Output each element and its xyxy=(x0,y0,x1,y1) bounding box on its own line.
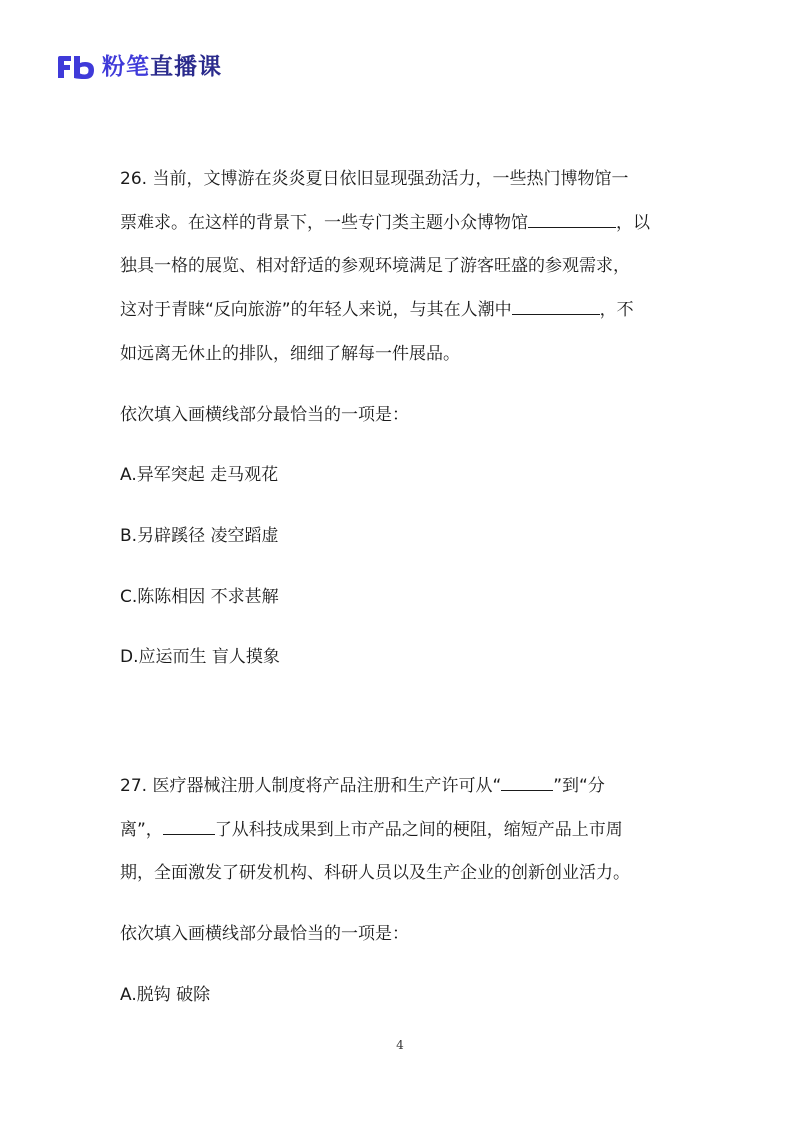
q26-line-1: 26. 当前，文博游在炎炎夏日依旧显现强劲活力，一些热门博物馆一 xyxy=(120,169,629,189)
q27-text-2b: 了从科技成果到上市产品之间的梗阻，缩短产品上市周 xyxy=(214,819,623,840)
q27-option-a: A.脱钩 破除 xyxy=(120,984,211,1005)
q27-prompt: 依次填入画横线部分最恰当的一项是： xyxy=(120,924,409,945)
q26-option-d: D.应运而生 盲人摸象 xyxy=(120,647,280,668)
q26-text-4b: ，不 xyxy=(599,300,634,321)
q27-line-3: 期，全面激发了研发机构、科研人员以及生产企业的创新创业活力。 xyxy=(120,863,630,884)
q27-text-1b: ”到“分 xyxy=(553,776,605,797)
q26-text-4a: 这对于青睐“反向旅游”的年轻人来说，与其在人潮中 xyxy=(120,300,512,321)
q26-line-4 xyxy=(120,289,680,333)
q27-blank-1 xyxy=(501,773,553,791)
q27-text-1a: 27. 医疗器械注册人制度将产品注册和生产许可从“ xyxy=(120,776,502,797)
q26-line-2 xyxy=(120,202,680,246)
q26-line-5: 如远离无休止的排队，细细了解每一件展品。 xyxy=(120,343,460,364)
q26-option-c: C.陈陈相因 不求甚解 xyxy=(120,586,279,607)
q27-line-2 xyxy=(120,809,680,853)
q26-blank-2 xyxy=(512,297,600,315)
q27-line-1 xyxy=(120,765,680,809)
fb-logo-icon xyxy=(56,54,96,80)
q27-blank-2 xyxy=(163,817,215,835)
brand-name xyxy=(102,52,222,82)
q26-option-a: A.异军突起 走马观花 xyxy=(120,465,279,486)
page-number: 4 xyxy=(396,1038,404,1052)
q26-text-2a: 票难求。在这样的背景下，一些专门类主题小众博物馆 xyxy=(120,212,528,233)
brand-rest: 直播课 xyxy=(150,54,222,80)
q26-option-b: B.另辟蹊径 凌空蹈虚 xyxy=(120,525,279,546)
q26-blank-1 xyxy=(528,210,616,228)
q27-text-2a: 离”， xyxy=(120,819,163,840)
q26-text-2b: ，以 xyxy=(616,212,650,233)
brand-accent: 粉笔 xyxy=(102,54,150,80)
document-body xyxy=(120,158,680,1018)
header xyxy=(56,52,222,82)
q26-line-3: 独具一格的展览、相对舒适的参观环境满足了游客旺盛的参观需求， xyxy=(120,256,630,277)
q26-prompt: 依次填入画横线部分最恰当的一项是： xyxy=(120,404,409,425)
